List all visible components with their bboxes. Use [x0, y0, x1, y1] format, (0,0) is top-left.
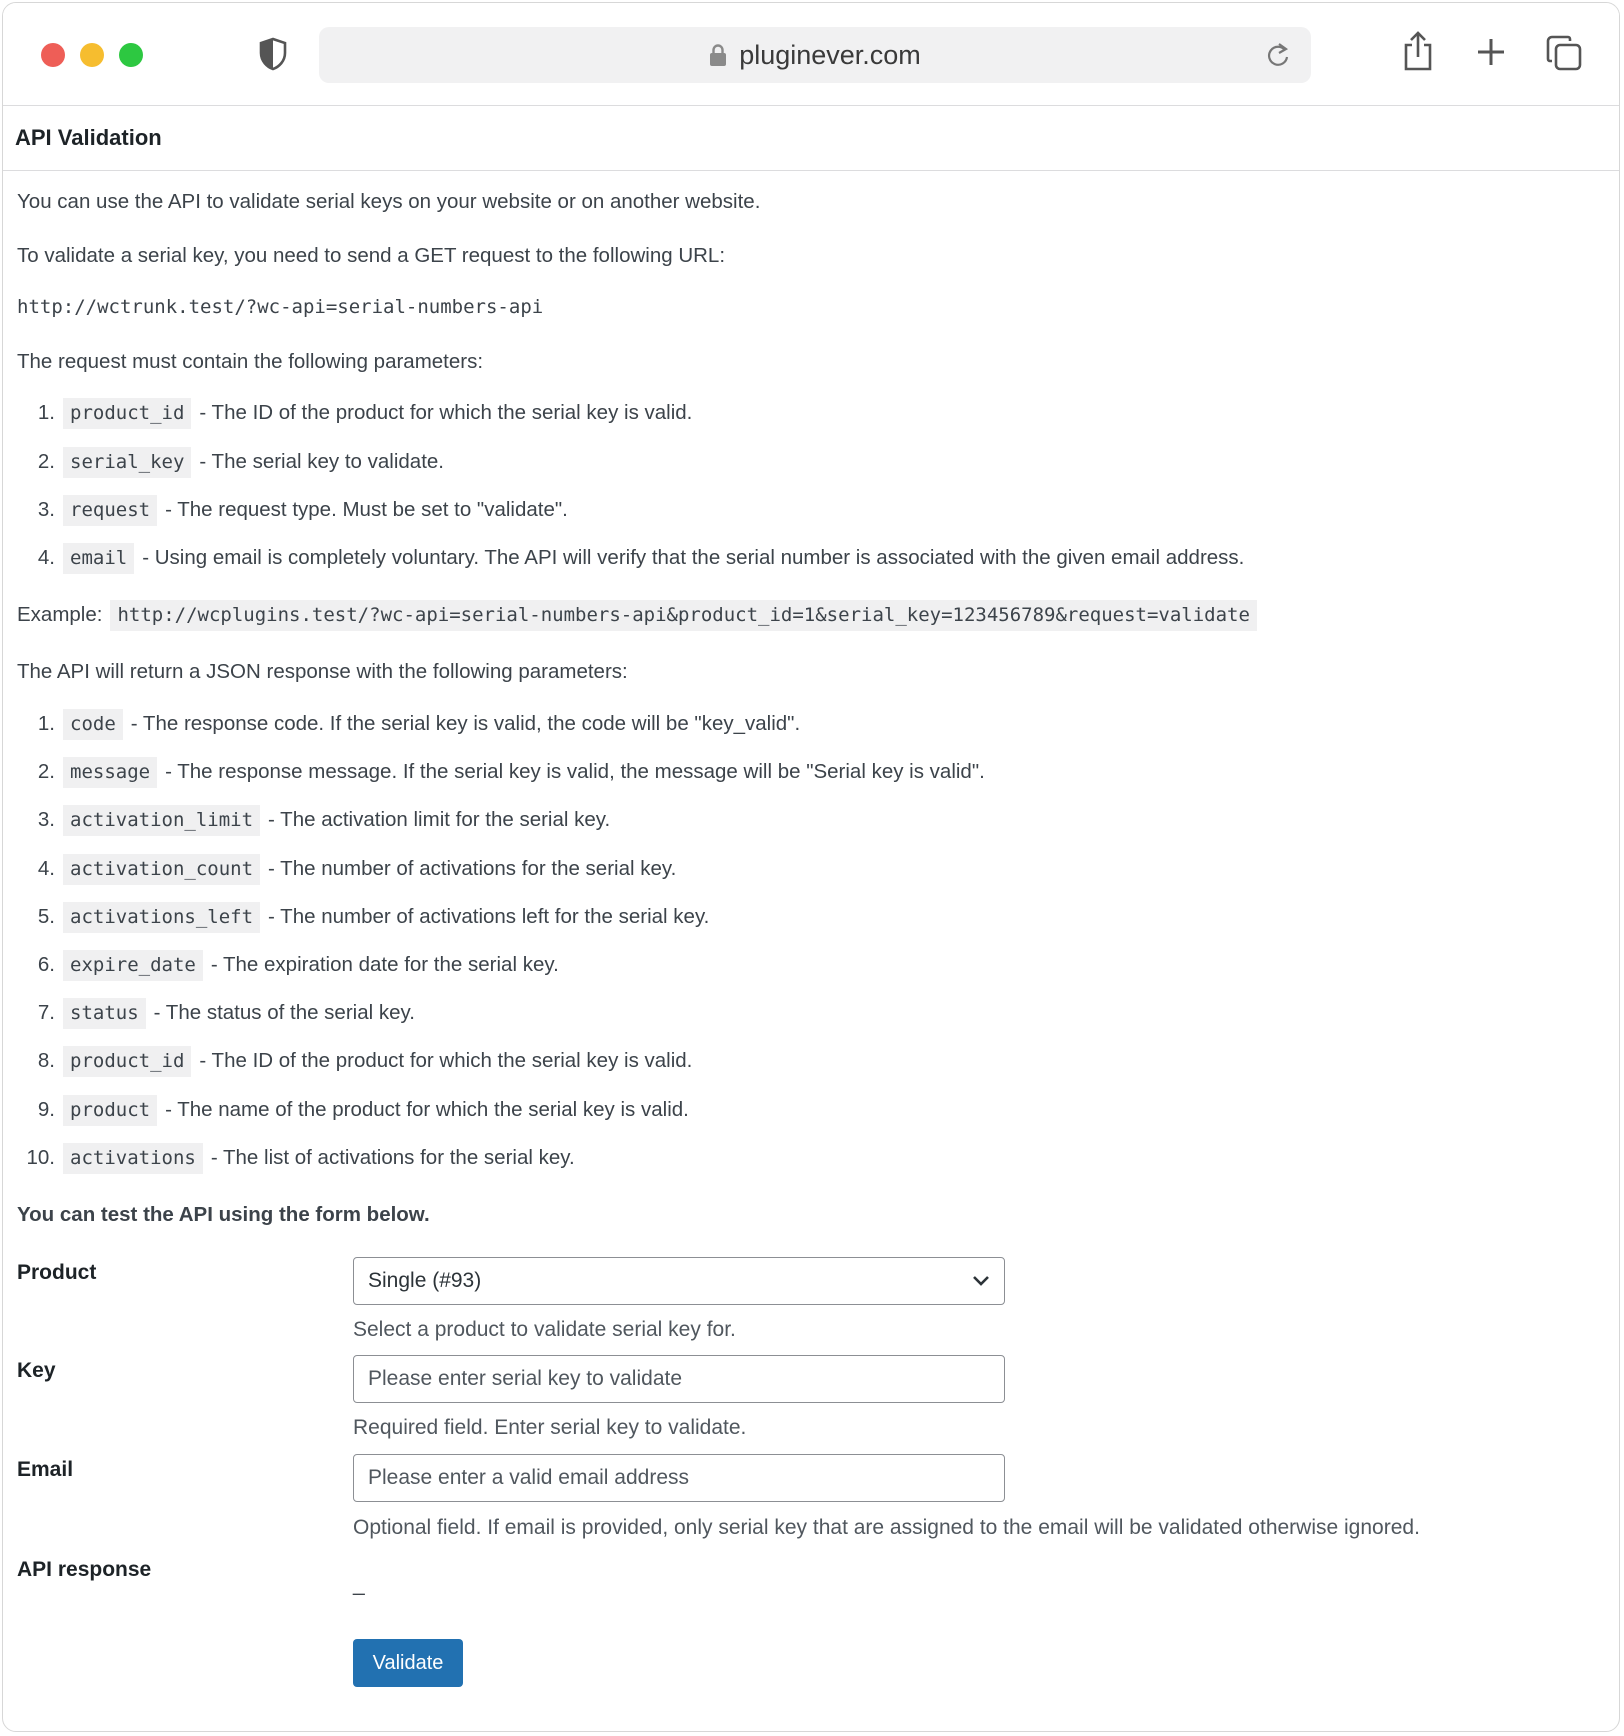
product-select[interactable]	[353, 1257, 1005, 1305]
address-bar[interactable]	[319, 27, 1311, 83]
list-item: 10. activations - The list of activations for the serial key.	[17, 1143, 575, 1174]
test-intro: You can test the API using the form below.	[17, 1203, 430, 1226]
browser-toolbar	[3, 3, 1619, 106]
get-request-text: To validate a serial key, you need to send a GET request to the following URL:	[17, 244, 726, 267]
reload-icon[interactable]	[1265, 41, 1291, 74]
example-label: Example:	[17, 603, 103, 627]
page-header	[3, 106, 1619, 171]
list-item: 9. product - The name of the product for which the serial key is valid.	[17, 1095, 689, 1126]
param-code: code	[63, 709, 123, 740]
product-select-value: Single (#93)	[368, 1269, 482, 1292]
new-tab-icon[interactable]	[1476, 37, 1506, 72]
share-icon[interactable]	[1401, 31, 1435, 78]
list-item: 1. product_id - The ID of the product for which the serial key is valid.	[17, 398, 692, 429]
list-item: 6. expire_date - The expiration date for the serial key.	[17, 950, 559, 981]
minimize-window-button[interactable]	[80, 43, 104, 67]
response-intro: The API will return a JSON response with the following parameters:	[17, 660, 628, 683]
email-help: Optional field. If email is provided, only serial key that are assigned to the email will be validated otherwise ignored.	[353, 1516, 1420, 1539]
param-code: activation_count	[63, 854, 260, 885]
param-code: expire_date	[63, 950, 203, 981]
key-help: Required field. Enter serial key to validate.	[353, 1416, 747, 1439]
browser-window	[2, 2, 1620, 1732]
email-label: Email	[17, 1458, 74, 1481]
param-code: product_id	[63, 1046, 191, 1077]
param-code: status	[63, 998, 146, 1029]
example-line	[17, 600, 1257, 631]
list-item: 2. message - The response message. If the serial key is valid, the message will be "Serial key is valid".	[17, 757, 985, 788]
param-code: serial_key	[63, 447, 191, 478]
endpoint-url: http://wctrunk.test/?wc-api=serial-numbers-api	[17, 296, 544, 318]
intro-text: You can use the API to validate serial keys on your website or on another website.	[17, 190, 761, 213]
tab-overview-icon[interactable]	[1546, 35, 1582, 76]
param-code: product	[63, 1095, 157, 1126]
page-title: API Validation	[15, 125, 162, 150]
param-code: email	[63, 543, 134, 574]
api-response-output: _	[353, 1573, 365, 1596]
list-item: 1. code - The response code. If the serial key is valid, the code will be "key_valid".	[17, 709, 800, 740]
address-url: pluginever.com	[739, 39, 921, 70]
api-response-label: API response	[17, 1558, 152, 1581]
validate-button[interactable]: Validate	[353, 1639, 463, 1687]
param-code: product_id	[63, 398, 191, 429]
zoom-window-button[interactable]	[119, 43, 143, 67]
email-input[interactable]	[353, 1454, 1005, 1502]
lock-icon	[709, 43, 727, 67]
close-window-button[interactable]	[41, 43, 65, 67]
list-item: 3. request - The request type. Must be set to "validate".	[17, 495, 568, 526]
param-code: message	[63, 757, 157, 788]
example-url: http://wcplugins.test/?wc-api=serial-numbers-api&product_id=1&serial_key=123456789&request=validate	[110, 600, 1256, 631]
list-item: 4. activation_count - The number of activations for the serial key.	[17, 854, 676, 885]
key-label: Key	[17, 1359, 56, 1382]
list-item: 3. activation_limit - The activation limit for the serial key.	[17, 805, 610, 836]
list-item: 5. activations_left - The number of activations left for the serial key.	[17, 902, 709, 933]
list-item: 4. email - Using email is completely voluntary. The API will verify that the serial number is associated with the given email address.	[17, 543, 1244, 574]
param-code: request	[63, 495, 157, 526]
product-label: Product	[17, 1261, 97, 1284]
key-input[interactable]	[353, 1355, 1005, 1403]
privacy-shield-icon[interactable]	[258, 37, 288, 76]
param-code: activations	[63, 1143, 203, 1174]
param-code: activations_left	[63, 902, 260, 933]
list-item: 2. serial_key - The serial key to validate.	[17, 447, 444, 478]
list-item: 8. product_id - The ID of the product for which the serial key is valid.	[17, 1046, 692, 1077]
list-item: 7. status - The status of the serial key.	[17, 998, 415, 1029]
param-code: activation_limit	[63, 805, 260, 836]
product-help: Select a product to validate serial key for.	[353, 1318, 736, 1341]
chevron-down-icon	[972, 1269, 990, 1293]
window-controls	[41, 43, 143, 67]
params-intro: The request must contain the following parameters:	[17, 350, 484, 373]
